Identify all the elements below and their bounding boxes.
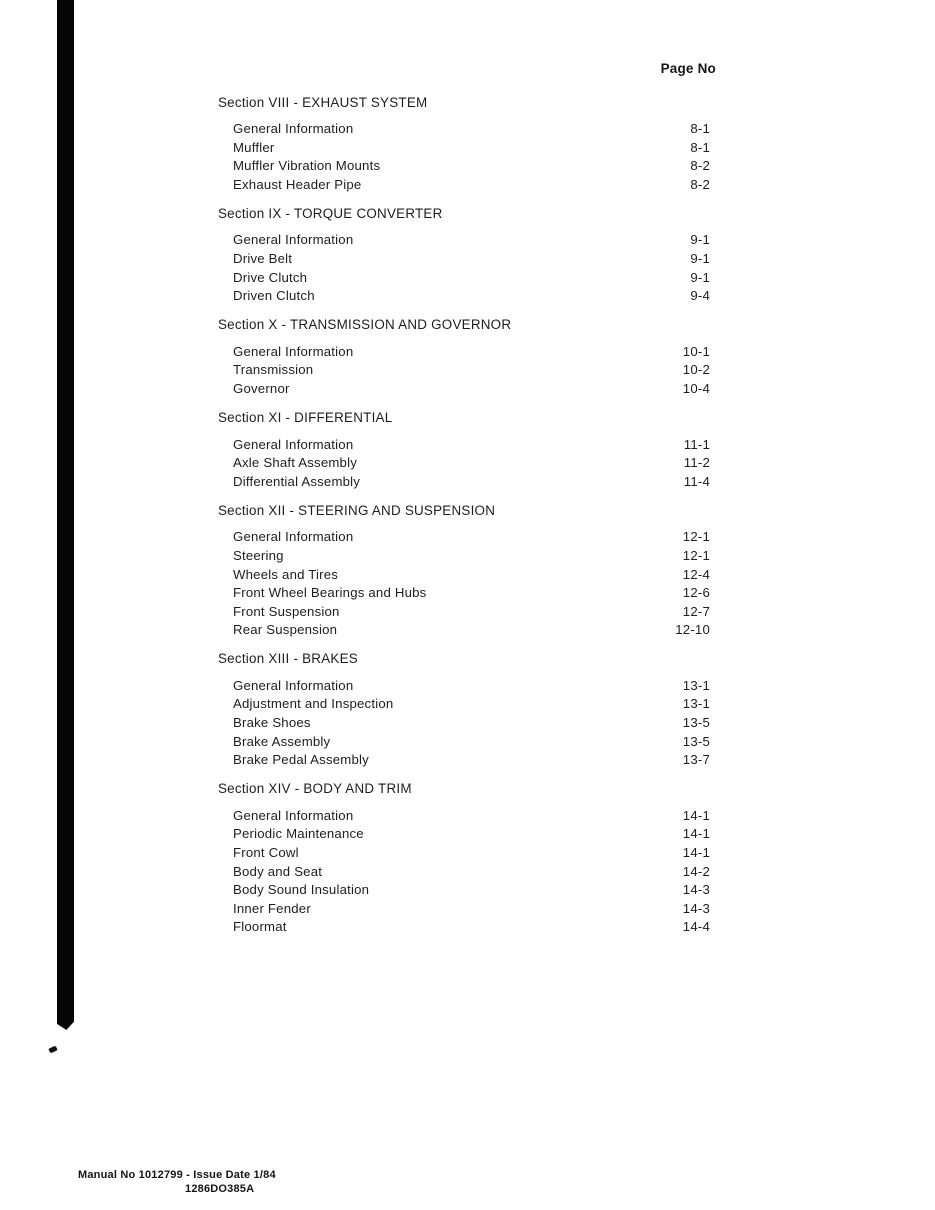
toc-item-page: 11-2 [683,455,710,471]
document-code: 1286DO385A [185,1182,255,1195]
toc-item-page: 14-1 [682,845,710,861]
toc-item-label: Periodic Maintenance [233,826,364,842]
toc-item-label: Inner Fender [233,900,311,916]
toc-section [218,94,710,195]
toc-item-page: 8-2 [690,176,710,192]
toc-item-label: Exhaust Header Pipe [233,176,362,192]
toc-item-page: 9-1 [690,269,710,285]
toc-item-page: 11-4 [683,473,710,489]
toc-item-row [233,900,710,919]
toc-item-row [233,807,710,826]
toc-section [218,409,710,491]
table-of-contents [218,60,716,948]
toc-item-row [233,844,710,863]
toc-item-page: 13-7 [682,752,710,768]
section-items [218,528,710,640]
toc-item-label: General Information [233,436,354,452]
section-title: Section XIV - BODY AND TRIM [218,781,412,797]
toc-item-row [233,547,710,566]
toc-item-label: Axle Shaft Assembly [233,455,358,471]
toc-item-row [233,343,710,362]
toc-item-page: 10-2 [682,362,710,378]
toc-item-row [233,120,710,139]
toc-item-row [233,250,710,269]
toc-item-page: 8-1 [690,139,710,155]
toc-item-label: General Information [233,529,354,545]
toc-item-page: 14-1 [682,807,710,823]
toc-item-label: Driven Clutch [233,288,315,304]
toc-item-page: 13-1 [682,677,710,693]
toc-item-label: Muffler [233,139,275,155]
toc-item-label: Governor [233,380,290,396]
toc-item-page: 10-1 [682,343,710,359]
toc-item-row [233,881,710,900]
section-items [218,120,710,194]
toc-item-row [233,863,710,882]
toc-item-label: Adjustment and Inspection [233,696,394,712]
toc-item-label: Floormat [233,919,287,935]
toc-item-label: Drive Belt [233,250,293,266]
toc-item-row [233,751,710,770]
toc-item-row [233,918,710,937]
section-items [218,231,710,305]
toc-item-page: 10-4 [682,380,710,396]
toc-item-page: 12-1 [682,529,710,545]
scan-artifact-bar [57,0,74,1030]
section-items [218,436,710,492]
toc-item-row [233,473,710,492]
toc-item-page: 8-1 [690,121,710,136]
toc-section [218,650,710,769]
toc-item-page: 11-1 [683,436,710,452]
toc-item-row [233,825,710,844]
toc-section [218,316,710,398]
toc-section [218,205,710,306]
toc-item-page: 14-3 [682,882,710,898]
toc-item-row [233,361,710,380]
toc-item-page: 12-1 [682,547,710,563]
toc-item-label: Muffler Vibration Mounts [233,158,381,174]
toc-item-row [233,621,710,640]
toc-item-label: Body and Seat [233,863,323,879]
toc-item-page: 14-2 [682,863,710,879]
toc-item-label: Brake Shoes [233,715,311,731]
toc-item-label: Wheels and Tires [233,566,339,582]
toc-item-page: 14-1 [682,826,710,842]
toc-item-row [233,157,710,176]
toc-item-label: Front Cowl [233,845,299,861]
toc-section [218,502,710,640]
toc-item-row [233,677,710,696]
section-title: Section XI - DIFFERENTIAL [218,410,393,426]
toc-item-page: 12-10 [675,622,710,638]
toc-item-row [233,603,710,622]
toc-item-row [233,287,710,306]
toc-item-label: Steering [233,547,284,563]
toc-item-row [233,436,710,455]
toc-item-label: Brake Pedal Assembly [233,752,369,768]
toc-item-page: 14-3 [682,900,710,916]
toc-item-page: 13-5 [682,733,710,749]
section-title: Section XIII - BRAKES [218,651,358,667]
section-items [218,343,710,399]
toc-item-row [233,733,710,752]
section-title: Section X - TRANSMISSION AND GOVERNOR [218,317,512,333]
toc-section [218,780,710,937]
toc-item-row [233,714,710,733]
toc-item-label: General Information [233,121,354,136]
toc-item-label: Body Sound Insulation [233,882,370,898]
toc-item-page: 8-2 [690,158,710,174]
manual-number: Manual No 1012799 - Issue Date 1/84 [78,1169,276,1181]
toc-item-row [233,584,710,603]
toc-item-label: Brake Assembly [233,733,331,749]
page-no-column-header: Page No [660,61,716,76]
section-title: Section VIII - EXHAUST SYSTEM [218,94,428,110]
toc-item-row [233,380,710,399]
toc-item-label: General Information [233,677,354,693]
toc-item-page: 13-5 [682,715,710,731]
toc-item-label: General Information [233,343,354,359]
toc-item-row [233,231,710,250]
toc-item-label: Rear Suspension [233,622,338,638]
toc-item-label: Transmission [233,362,314,378]
ink-speck [48,1046,57,1054]
toc-item-row [233,528,710,547]
toc-item-label: General Information [233,232,354,248]
toc-item-label: Front Suspension [233,603,340,619]
toc-item-page: 12-7 [682,603,710,619]
toc-item-row [233,176,710,195]
toc-item-label: General Information [233,807,354,823]
toc-item-label: Drive Clutch [233,269,308,285]
toc-item-row [233,695,710,714]
section-title: Section XII - STEERING AND SUSPENSION [218,502,496,518]
toc-item-page: 12-6 [682,585,710,601]
section-title: Section IX - TORQUE CONVERTER [218,205,443,221]
section-items [218,677,710,770]
toc-item-row [233,566,710,585]
toc-item-row [233,454,710,473]
toc-item-page: 12-4 [682,566,710,582]
page-footer [78,1169,276,1196]
toc-item-page: 14-4 [682,919,710,935]
toc-item-label: Differential Assembly [233,473,361,489]
toc-sections [218,94,710,938]
toc-item-label: Front Wheel Bearings and Hubs [233,585,427,601]
toc-item-page: 13-1 [682,696,710,712]
toc-item-page: 9-1 [690,250,710,266]
toc-item-row [233,139,710,158]
toc-item-page: 9-1 [690,232,710,248]
toc-item-page: 9-4 [690,288,710,304]
toc-item-row [233,269,710,288]
section-items [218,807,710,937]
